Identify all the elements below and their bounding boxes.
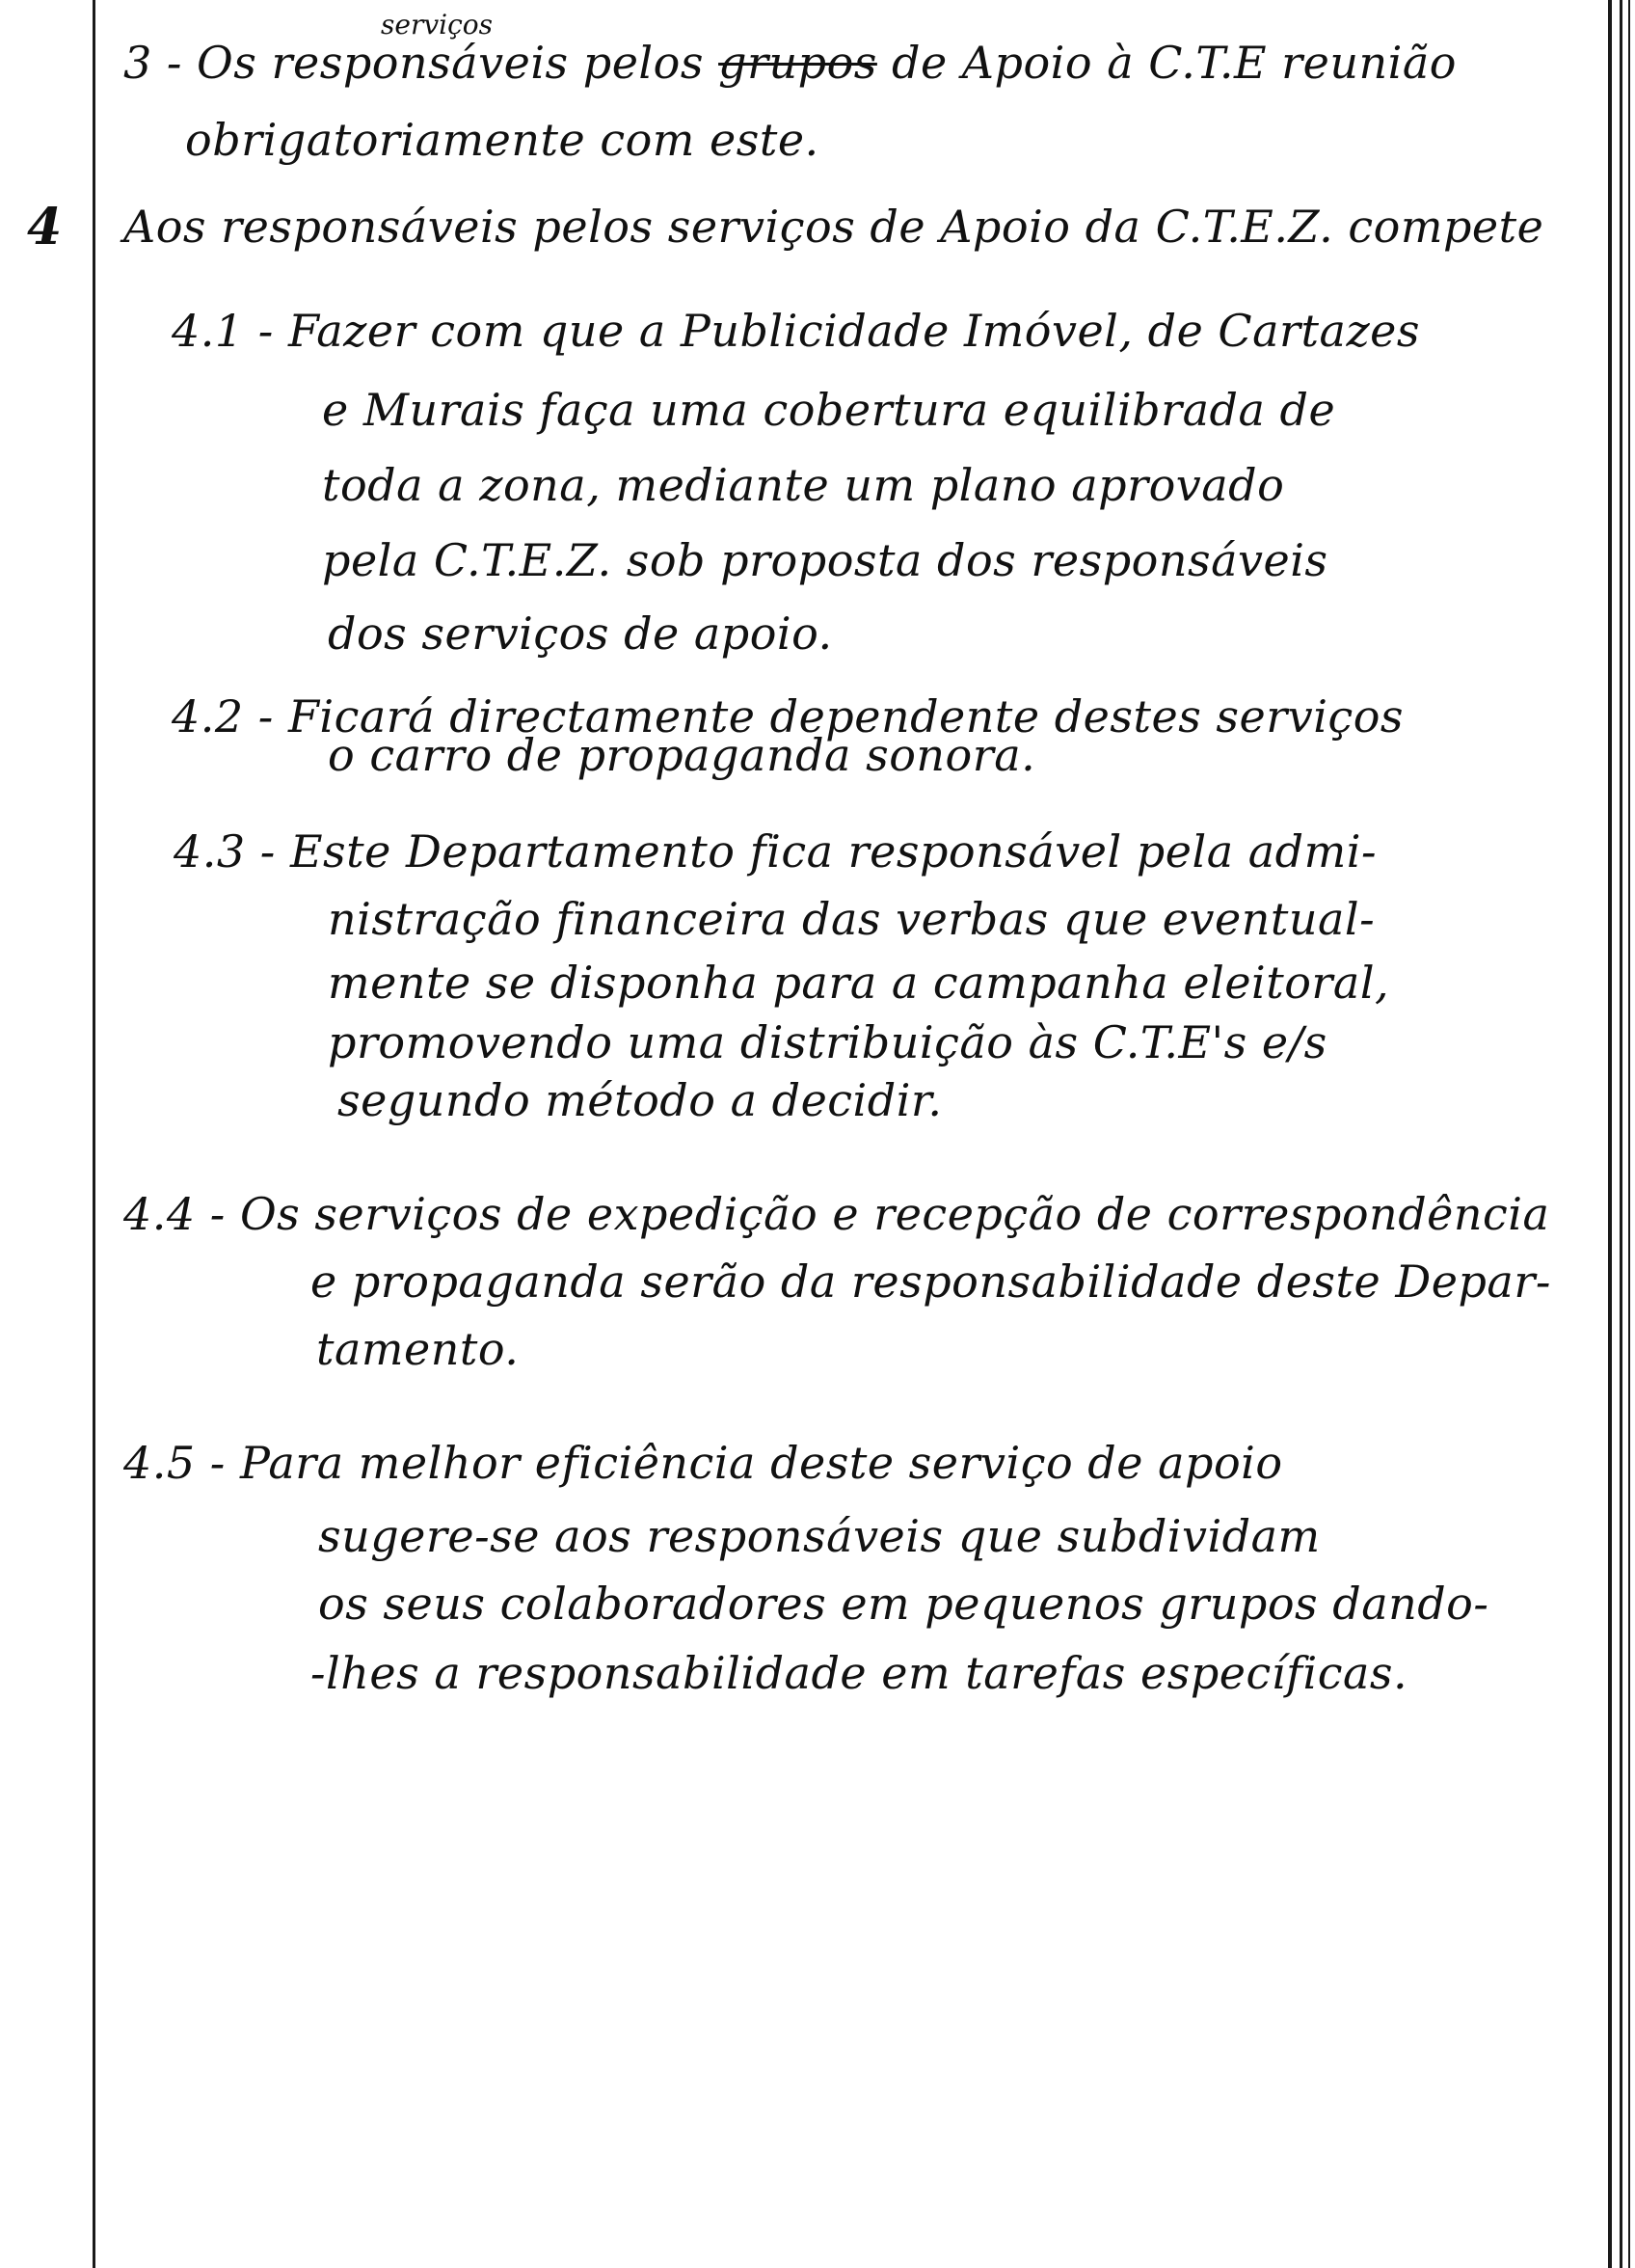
item4-intro: Aos responsáveis pelos serviços de Apoio da C.T.E.Z. compete <box>123 201 1544 253</box>
item4-2-line2: o carro de propaganda sonora. <box>328 729 1036 781</box>
item4-3-line2: nistração financeira das verbas que eventual- <box>328 893 1376 945</box>
item3-line1-a: 3 - Os responsáveis pelos <box>123 37 704 89</box>
item4-marker: 4 <box>27 198 63 256</box>
item4-2-line1: 4.2 - Ficará directamente dependente destes serviços <box>172 690 1405 742</box>
item4-5-line2: sugere-se aos responsáveis que subdividam <box>318 1510 1321 1562</box>
item4-3-line5: segundo método a decidir. <box>337 1074 943 1126</box>
item4-5-line1: 4.5 - Para melhor eficiência deste serviço de apoio <box>123 1437 1283 1489</box>
right-margin-line-3 <box>1628 0 1630 2268</box>
item4-1-line2: e Murais faça uma cobertura equilibrada de <box>322 384 1336 436</box>
item4-1-line5: dos serviços de apoio. <box>328 608 833 660</box>
struck-word: grupos <box>718 37 877 89</box>
item4-1-line1: 4.1 - Fazer com que a Publicidade Imóvel, de Cartazes <box>172 305 1421 357</box>
item4-5-line3: os seus colaboradores em pequenos grupos dando- <box>318 1578 1489 1630</box>
item4-1-line4: pela C.T.E.Z. sob proposta dos responsáveis <box>322 534 1328 586</box>
item4-4-line2: e propaganda serão da responsabilidade deste Depar- <box>310 1256 1551 1308</box>
left-margin-line <box>93 0 95 2268</box>
item4-4-line1: 4.4 - Os serviços de expedição e recepção de correspondência <box>123 1188 1550 1240</box>
item3-line1-b: de Apoio à C.T.E reunião <box>892 37 1457 89</box>
item4-3-line1: 4.3 - Este Departamento fica responsável pela admi- <box>174 825 1377 878</box>
item3-line2: obrigatoriamente com este. <box>185 114 819 166</box>
item4-5-line4: -lhes a responsabilidade em tarefas específicas. <box>310 1647 1408 1699</box>
inserted-word: serviços <box>381 9 494 40</box>
item4-3-line4: promovendo uma distribuição às C.T.E's e/s <box>328 1016 1327 1068</box>
right-margin-line-2 <box>1620 0 1622 2268</box>
right-margin-line <box>1608 0 1612 2268</box>
item4-3-line3: mente se disponha para a campanha eleitoral, <box>328 957 1390 1009</box>
item4-1-line3: toda a zona, mediante um plano aprovado <box>322 459 1285 511</box>
item3-line1 <box>123 37 1457 89</box>
item4-4-line3: tamento. <box>316 1323 520 1375</box>
